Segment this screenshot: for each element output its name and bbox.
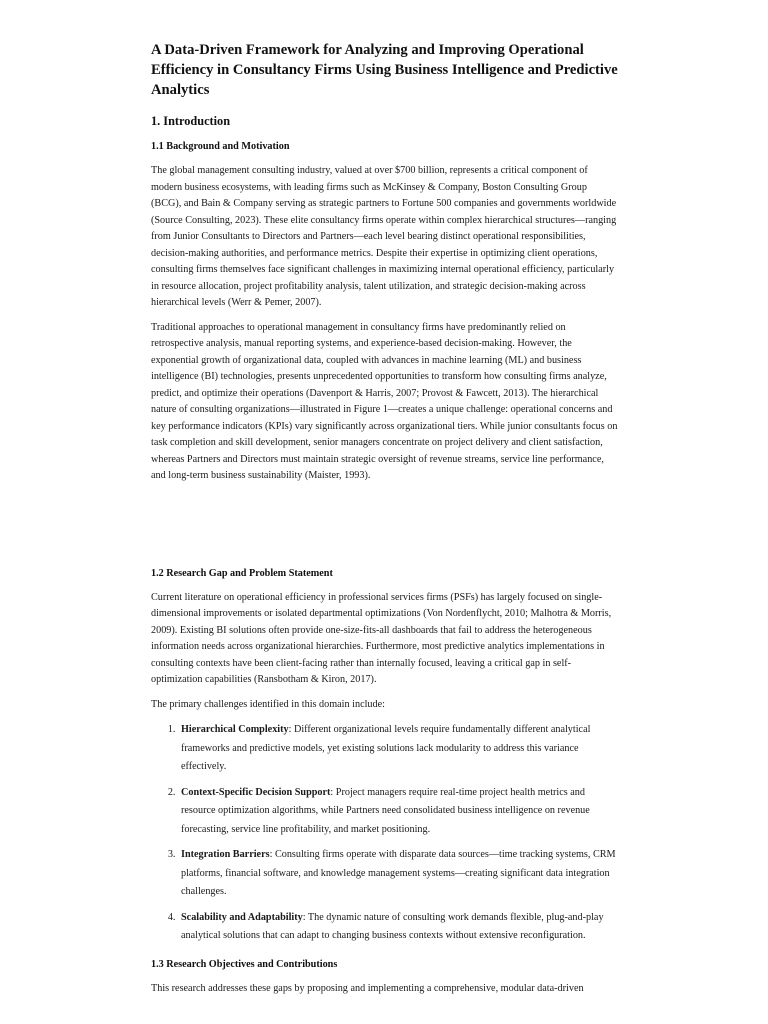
list-item-term: Hierarchical Complexity	[181, 724, 289, 735]
paragraph-background-1: The global management consulting industry, valued at over $700 billion, represents a critical component of modern business ecosystems, with leading firms such as McKinsey & Company, Boston Consulting Group (BCG), and Bain & Company serving as strategic partners to Fortune 500 companies and governments worldwide (Source Consulting, 2023). These elite consultancy firms operate within complex hierarchical structures—ranging from Junior Consultants to Directors and Partners—each level bearing distinct operational responsibilities, decision-making authorities, and performance metrics. Despite their expertise in optimizing client operations, consulting firms themselves face significant challenges in maximizing internal operational efficiency, particularly in resource allocation, project profitability analysis, talent utilization, and strategic decision-making across hierarchical levels (Werr & Pemer, 2007).	[151, 165, 617, 308]
list-item-term: Context-Specific Decision Support	[181, 786, 331, 798]
paper-page	[151, 40, 619, 1005]
list-item-term: Integration Barriers	[181, 849, 270, 860]
list-item	[178, 909, 619, 946]
paragraph-objectives-1: This research addresses these gaps by proposing and implementing a comprehensive, modular data-driven	[151, 982, 584, 994]
subsection-heading-objectives: 1.3 Research Objectives and Contributions	[151, 958, 338, 970]
list-item-term: Scalability and Adaptability	[181, 911, 303, 923]
challenges-list	[151, 721, 619, 946]
paragraph-research-gap-2: The primary challenges identified in this domain include:	[151, 698, 385, 710]
paragraph-research-gap-1: Current literature on operational efficiency in professional services firms (PSFs) has largely focused on single-dimensional improvements or isolated departmental optimizations (Von Nordenflycht, 2010; Malhotra & Morris, 2009). Existing BI solutions often provide one-size-fits-all dashboards that fail to address the heterogeneous information needs across organizational hierarchies. Furthermore, most predictive analytics implementations in consulting contexts have been client-facing rather than internally focused, leaving a critical gap in self-optimization capabilities (Ransbotham & Kiron, 2017).	[151, 591, 612, 685]
paragraph-background-2: Traditional approaches to operational management in consultancy firms have predominantly relied on retrospective analysis, manual reporting systems, and experience-based decision-making. However, the exponential growth of organizational data, coupled with advances in machine learning (ML) and business intelligence (BI) technologies, presents unprecedented opportunities to transform how consulting firms analyze, predict, and optimize their operations (Davenport & Harris, 2007; Provost & Fawcett, 2013). The hierarchical nature of consulting organizations—illustrated in Figure 1—creates a unique challenge: operational concerns and key performance indicators (KPIs) vary significantly across organizational tiers. While junior consultants focus on task completion and skill development, senior managers concentrate on project delivery and client satisfaction, whereas Partners and Directors must maintain strategic oversight of revenue streams, service line performance, and long-term business sustainability (Maister, 1993).	[151, 321, 618, 481]
paper-title: A Data-Driven Framework for Analyzing and Improving Operational Efficiency in Consultancy Firms Using Business Intelligence and Predictive Analytics	[151, 42, 618, 98]
list-item-text: : The dynamic nature of consulting work demands flexible, plug-and-play analytical solutions that can adapt to changing business contexts without extensive reconfiguration.	[181, 911, 604, 941]
section-heading-introduction: 1. Introduction	[151, 114, 231, 128]
list-item	[178, 721, 619, 777]
list-item-text: : Different organizational levels require fundamentally different analytical frameworks and predictive models, yet existing solutions lack modularity to address this variance effectively.	[181, 724, 591, 772]
subsection-heading-background: 1.1 Background and Motivation	[151, 141, 290, 152]
list-item	[178, 784, 619, 840]
list-item	[178, 846, 619, 902]
list-item-text: : Project managers require real-time project health metrics and resource optimization algorithms, while Partners need consolidated business intelligence on revenue forecasting, service line profitability, and market positioning.	[181, 786, 590, 835]
subsection-heading-research-gap: 1.2 Research Gap and Problem Statement	[151, 567, 333, 579]
figure-gap	[151, 493, 619, 567]
list-item-text: : Consulting firms operate with disparate data sources—time tracking systems, CRM platforms, financial software, and knowledge management systems—creating significant data integration challenges.	[181, 849, 616, 897]
